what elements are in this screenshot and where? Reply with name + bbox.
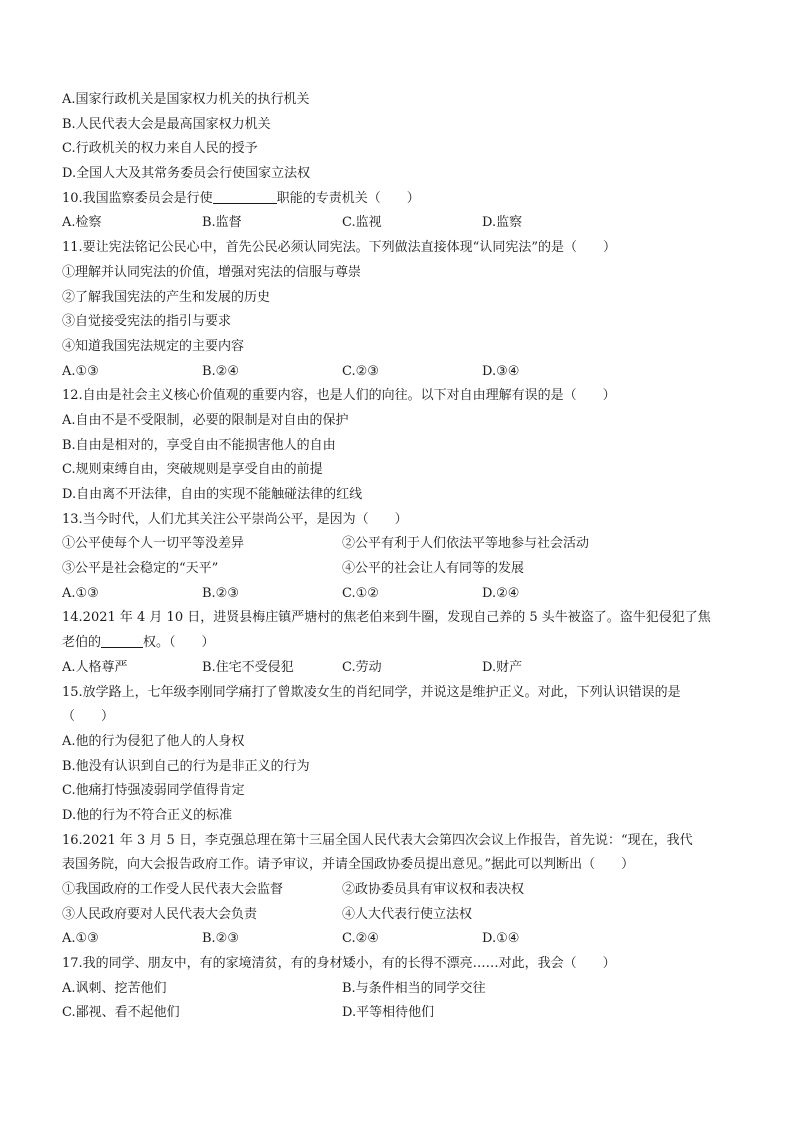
- q14-stem-post: 权。（ ）: [143, 635, 215, 651]
- q16-options: [62, 927, 734, 952]
- q13-options: [62, 582, 734, 607]
- q13-item-3: ③公平是社会稳定的“天平”: [62, 561, 219, 577]
- q17-option-c: C.鄙视、看不起他们: [62, 1005, 180, 1021]
- q10-answer-blank: [213, 189, 277, 204]
- q9-option-c: C.行政机关的权力来自人民的授予: [62, 141, 258, 157]
- q13-option-d: D.②④: [482, 585, 520, 601]
- q14-option-d: D.财产: [482, 659, 523, 675]
- q15-stem-line-2: （ ）: [62, 709, 115, 725]
- q13-item-4: ④公平的社会让人有同等的发展: [342, 561, 525, 577]
- q16-stem-line-2: 表国务院，向大会报告政府工作。请予审议，并请全国政协委员提出意见。”据此可以判断出（ ）: [62, 857, 635, 873]
- q11-item-2: ②了解我国宪法的产生和发展的历史: [62, 289, 271, 305]
- q11-option-d: D.③④: [482, 363, 520, 379]
- q13-item-1: ①公平使每个人一切平等没差异: [62, 536, 245, 552]
- q10-option-c: C.监视: [342, 215, 382, 231]
- q10-stem: [62, 187, 734, 212]
- q12-option-b: B.自由是相对的，享受自由不能损害他人的自由: [62, 437, 336, 453]
- q17-option-b: B.与条件相当的同学交往: [342, 980, 486, 996]
- q15-option-d: D.他的行为不符合正义的标准: [62, 807, 233, 823]
- q9-option-a: A.国家行政机关是国家权力机关的执行机关: [62, 92, 310, 107]
- q15-option-b: B.他没有认识到自己的行为是非正义的行为: [62, 758, 310, 774]
- q16-item-1: ①我国政府的工作受人民代表大会监督: [62, 882, 284, 897]
- q17-option-d: D.平等相待他们: [342, 1005, 435, 1021]
- q16-stem-line-1: 16.2021 年 3 月 5 日，李克强总理在第十三届全国人民代表大会第四次会议上作报告，首先说：“现在，我代: [62, 832, 693, 848]
- q10-stem-pre: 10.我国监察委员会是行使: [62, 190, 213, 206]
- q14-option-a: A.人格尊严: [62, 659, 128, 675]
- q17-option-a: A.讽刺、挖苦他们: [62, 980, 167, 996]
- q16-item-2: ②政协委员具有审议权和表决权: [342, 882, 525, 897]
- q9-option-b: B.人民代表大会是最高国家权力机关: [62, 116, 271, 132]
- q16-item-4: ④人大代表行使立法权: [342, 906, 473, 922]
- q17-options-row-2: [62, 1001, 734, 1026]
- q15-stem-line-1: 15.放学路上，七年级李刚同学痛打了曾欺凌女生的肖纪同学，并说这是维护正义。对此，下列认识错误的是: [62, 684, 681, 700]
- q16-option-d: D.①④: [482, 931, 520, 947]
- q14-options: [62, 656, 734, 681]
- q10-option-a: A.检察: [62, 215, 102, 231]
- q16-items-row-1: [62, 878, 734, 903]
- q13-option-a: A.①③: [62, 585, 99, 601]
- question-content: [62, 88, 734, 1026]
- q16-option-a: A.①③: [62, 931, 99, 947]
- q10-stem-post: 职能的专责机关（ ）: [276, 190, 420, 206]
- q13-item-2: ②公平有利于人们依法平等地参与社会活动: [342, 536, 590, 552]
- q14-stem-line-1: 14.2021 年 4 月 10 日，进贤县梅庄镇严塘村的焦老伯来到牛圈，发现自己养的 5 头牛被盗了。盗牛犯侵犯了焦: [62, 610, 711, 626]
- q16-item-3: ③人民政府要对人民代表大会负责: [62, 906, 258, 922]
- q11-item-1: ①理解并认同宪法的价值，增强对宪法的信服与尊崇: [62, 264, 362, 280]
- q11-item-4: ④知道我国宪法规定的主要内容: [62, 338, 245, 354]
- q14-stem-line-2: [62, 631, 734, 656]
- q16-option-c: C.②④: [342, 931, 379, 947]
- q16-items-row-2: [62, 903, 734, 928]
- q13-items-row-1: [62, 532, 734, 557]
- q17-options-row-1: [62, 977, 734, 1002]
- q13-stem: 13.当今时代，人们尤其关注公平崇尚公平，是因为（ ）: [62, 511, 408, 527]
- q9-option-d: D.全国人大及其常务委员会行使国家立法权: [62, 166, 311, 182]
- q14-option-c: C.劳动: [342, 659, 382, 675]
- q14-answer-blank: [101, 633, 143, 648]
- q10-option-b: B.监督: [202, 215, 242, 231]
- q16-option-b: B.②③: [202, 931, 239, 947]
- q13-items-row-2: [62, 557, 734, 582]
- q11-stem: 11.要让宪法铭记公民心中，首先公民必须认同宪法。下列做法直接体现“认同宪法”的是（ ）: [62, 240, 616, 256]
- q17-stem: 17.我的同学、朋友中，有的家境清贫，有的身材矮小，有的长得不漂亮……对此，我会（ ）: [62, 956, 616, 972]
- q12-option-d: D.自由离不开法律，自由的实现不能触碰法律的红线: [62, 487, 363, 502]
- q11-item-3: ③自觉接受宪法的指引与要求: [62, 314, 232, 330]
- q11-option-c: C.②③: [342, 363, 379, 379]
- q12-stem: 12.自由是社会主义核心价值观的重要内容，也是人们的向往。以下对自由理解有误的是（ ）: [62, 388, 616, 404]
- q13-option-b: B.②③: [202, 585, 239, 601]
- q15-option-c: C.他痛打恃强凌弱同学值得肯定: [62, 783, 245, 799]
- q14-stem-pre: 老伯的: [62, 635, 102, 651]
- q13-option-c: C.①②: [342, 585, 379, 601]
- q15-option-a: A.他的行为侵犯了他人的人身权: [62, 733, 245, 749]
- q12-option-c: C.规则束缚自由，突破规则是享受自由的前提: [62, 462, 323, 478]
- q11-option-a: A.①③: [62, 363, 99, 379]
- q14-option-b: B.住宅不受侵犯: [202, 659, 294, 675]
- q11-options: [62, 360, 734, 385]
- q11-option-b: B.②④: [202, 363, 239, 379]
- q10-option-d: D.监察: [482, 215, 523, 231]
- q10-options: [62, 211, 734, 236]
- q12-option-a: A.自由不是不受限制，必要的限制是对自由的保护: [62, 412, 349, 428]
